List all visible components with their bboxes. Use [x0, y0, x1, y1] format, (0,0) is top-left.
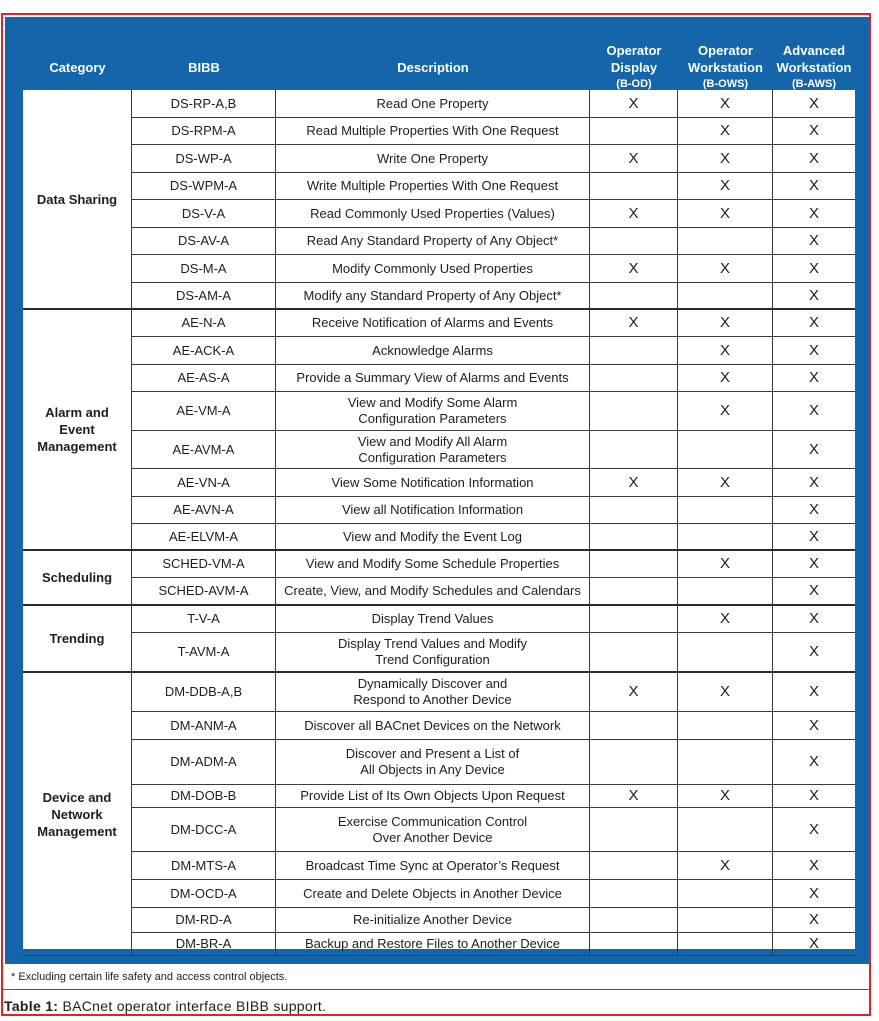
support-aws-cell: X	[773, 740, 855, 785]
support-od-cell	[590, 933, 678, 956]
support-ows-cell	[678, 633, 773, 673]
description-line: Write One Property	[376, 150, 489, 166]
description-line: Modify any Standard Property of Any Object*	[303, 287, 562, 303]
support-ows-cell	[678, 933, 773, 956]
description-cell	[276, 712, 590, 740]
category-cell	[23, 606, 132, 673]
description-cell	[276, 785, 590, 808]
bibb-cell: DS-M-A	[132, 255, 276, 283]
description-cell	[276, 392, 590, 431]
description-cell	[276, 578, 590, 606]
bibb-cell: SCHED-VM-A	[132, 551, 276, 578]
description-line: Trend Configuration	[375, 652, 490, 667]
support-od-cell: X	[590, 90, 678, 118]
support-aws-cell: X	[773, 145, 855, 173]
category-label-line: Scheduling	[41, 570, 113, 585]
category-label-line: Network	[51, 806, 103, 822]
description-line: View and Modify Some Alarm	[347, 395, 518, 410]
support-aws-cell: X	[773, 633, 855, 673]
bibb-cell: SCHED-AVM-A	[132, 578, 276, 606]
support-od-cell	[590, 808, 678, 852]
support-ows-cell	[678, 880, 773, 908]
support-ows-cell	[678, 578, 773, 606]
description-line: Display Trend Values	[371, 611, 494, 626]
support-aws-cell: X	[773, 90, 855, 118]
support-aws-cell: X	[773, 283, 855, 310]
support-od-cell	[590, 578, 678, 606]
header-b-aws-line1: Advanced	[782, 42, 846, 58]
support-ows-cell: X	[678, 551, 773, 578]
support-aws-cell: X	[773, 673, 855, 712]
description-line: Re-initialize Another Device	[353, 912, 512, 927]
category-cell	[23, 673, 132, 956]
bibb-cell: DS-WP-A	[132, 145, 276, 173]
bibb-cell: AE-ELVM-A	[132, 524, 276, 551]
support-ows-cell: X	[678, 310, 773, 337]
description-line: Create and Delete Objects in Another Device	[303, 885, 562, 901]
category-label-line: Management	[37, 439, 117, 454]
support-ows-cell: X	[678, 173, 773, 200]
bibb-cell: AE-AVM-A	[132, 431, 276, 469]
category-label-line: Alarm and	[45, 405, 109, 420]
support-aws-cell: X	[773, 310, 855, 337]
table-caption	[4, 998, 326, 1014]
description-line: Read Any Standard Property of Any Object*	[306, 233, 559, 248]
support-od-cell: X	[590, 310, 678, 337]
bibb-cell: DM-OCD-A	[132, 880, 276, 908]
bibb-cell: AE-AVN-A	[132, 497, 276, 524]
header-b-ows-line3: (B-OWS)	[702, 77, 749, 90]
description-cell	[276, 283, 590, 310]
description-line: Modify Commonly Used Properties	[332, 260, 533, 276]
bibb-cell: DM-DOB-B	[132, 785, 276, 808]
support-aws-cell: X	[773, 497, 855, 524]
bibb-cell: DM-BR-A	[132, 933, 276, 956]
support-od-cell	[590, 606, 678, 633]
support-aws-cell: X	[773, 606, 855, 633]
category-label-line: Event	[59, 422, 95, 437]
support-od-cell: X	[590, 469, 678, 497]
description-cell	[276, 228, 590, 255]
description-cell	[276, 633, 590, 673]
description-cell	[276, 606, 590, 633]
support-od-cell	[590, 852, 678, 880]
support-aws-cell: X	[773, 785, 855, 808]
support-od-cell	[590, 392, 678, 431]
description-cell	[276, 310, 590, 337]
description-line: Read One Property	[376, 95, 489, 111]
bibb-cell: T-AVM-A	[132, 633, 276, 673]
bibb-cell: DS-V-A	[132, 200, 276, 228]
support-ows-cell	[678, 497, 773, 524]
description-cell	[276, 880, 590, 908]
description-cell	[276, 431, 590, 469]
description-line: All Objects in Any Device	[360, 762, 505, 777]
bibb-cell: DM-ADM-A	[132, 740, 276, 785]
support-ows-cell: X	[678, 118, 773, 145]
bibb-cell: DM-RD-A	[132, 908, 276, 933]
description-cell	[276, 673, 590, 712]
bibb-cell: DM-ANM-A	[132, 712, 276, 740]
bibb-cell: AE-ACK-A	[132, 337, 276, 365]
support-ows-cell	[678, 283, 773, 310]
bibb-cell: DS-AM-A	[132, 283, 276, 310]
support-aws-cell: X	[773, 908, 855, 933]
support-ows-cell	[678, 431, 773, 469]
support-od-cell	[590, 633, 678, 673]
description-cell	[276, 145, 590, 173]
support-aws-cell: X	[773, 337, 855, 365]
support-od-cell: X	[590, 255, 678, 283]
bibb-cell: DM-DCC-A	[132, 808, 276, 852]
support-od-cell	[590, 740, 678, 785]
footnote-divider	[3, 989, 869, 990]
support-ows-cell: X	[678, 469, 773, 497]
support-ows-cell	[678, 524, 773, 551]
description-cell	[276, 808, 590, 852]
description-cell	[276, 118, 590, 145]
bibb-cell: DS-AV-A	[132, 228, 276, 255]
support-ows-cell: X	[678, 673, 773, 712]
support-aws-cell: X	[773, 431, 855, 469]
support-od-cell	[590, 712, 678, 740]
description-line: Backup and Restore Files to Another Device	[304, 936, 561, 951]
category-label-line: Management	[37, 823, 117, 839]
support-ows-cell: X	[678, 392, 773, 431]
support-aws-cell: X	[773, 578, 855, 606]
support-ows-cell: X	[678, 606, 773, 633]
support-od-cell: X	[590, 145, 678, 173]
support-od-cell	[590, 880, 678, 908]
support-ows-cell	[678, 712, 773, 740]
support-aws-cell: X	[773, 551, 855, 578]
support-aws-cell: X	[773, 173, 855, 200]
category-label-line: Trending	[49, 631, 105, 646]
bibb-cell: AE-N-A	[132, 310, 276, 337]
description-cell	[276, 469, 590, 497]
description-line: Receive Notification of Alarms and Events	[311, 315, 554, 330]
description-cell	[276, 740, 590, 785]
support-aws-cell: X	[773, 880, 855, 908]
support-aws-cell: X	[773, 255, 855, 283]
support-od-cell	[590, 497, 678, 524]
header-b-od-line2: Display	[610, 59, 658, 75]
description-cell	[276, 365, 590, 392]
description-line: Configuration Parameters	[358, 411, 507, 426]
description-cell	[276, 908, 590, 933]
support-ows-cell: X	[678, 90, 773, 118]
support-ows-cell: X	[678, 145, 773, 173]
description-cell	[276, 524, 590, 551]
support-aws-cell: X	[773, 200, 855, 228]
header-b-aws-line2: Workstation	[776, 59, 852, 75]
support-ows-cell	[678, 808, 773, 852]
support-ows-cell: X	[678, 200, 773, 228]
description-line: Provide a Summary View of Alarms and Events	[296, 370, 569, 385]
category-label-line: Data Sharing	[36, 191, 118, 207]
description-line: Read Commonly Used Properties (Values)	[310, 205, 555, 221]
bibb-cell: AE-VM-A	[132, 392, 276, 431]
description-cell	[276, 551, 590, 578]
bibb-table-body	[23, 90, 855, 952]
description-line: Display Trend Values and Modify	[337, 636, 528, 651]
category-cell	[23, 310, 132, 551]
description-line: Provide List of Its Own Objects Upon Request	[300, 788, 565, 803]
description-line: View and Modify All Alarm	[357, 433, 508, 449]
bibb-cell: DS-RP-A,B	[132, 90, 276, 118]
support-aws-cell: X	[773, 365, 855, 392]
caption-text: BACnet operator interface BIBB support.	[62, 998, 327, 1014]
description-line: Acknowledge Alarms	[372, 342, 493, 358]
support-od-cell: X	[590, 673, 678, 712]
bibb-cell: AE-AS-A	[132, 365, 276, 392]
description-line: Over Another Device	[372, 829, 493, 845]
support-aws-cell: X	[773, 392, 855, 431]
support-od-cell: X	[590, 785, 678, 808]
header-b-od-line1: Operator	[606, 42, 662, 58]
description-line: Configuration Parameters	[358, 449, 507, 465]
bibb-cell: DM-DDB-A,B	[132, 673, 276, 712]
support-ows-cell: X	[678, 785, 773, 808]
description-cell	[276, 90, 590, 118]
header-b-ows-line2: Workstation	[688, 59, 763, 75]
support-ows-cell	[678, 908, 773, 933]
description-line: Broadcast Time Sync at Operator’s Request	[305, 857, 560, 873]
support-od-cell	[590, 337, 678, 365]
support-aws-cell: X	[773, 933, 855, 956]
category-label-line: Device and	[42, 789, 112, 805]
header-b-ows-line1: Operator	[698, 42, 753, 58]
support-ows-cell: X	[678, 365, 773, 392]
support-ows-cell	[678, 740, 773, 785]
support-ows-cell: X	[678, 255, 773, 283]
description-cell	[276, 200, 590, 228]
support-od-cell	[590, 365, 678, 392]
bibb-cell: DS-RPM-A	[132, 118, 276, 145]
bibb-cell: AE-VN-A	[132, 469, 276, 497]
description-cell	[276, 933, 590, 956]
bibb-cell: DS-WPM-A	[132, 173, 276, 200]
description-line: View Some Notification Information	[331, 474, 534, 490]
description-line: Dynamically Discover and	[357, 676, 508, 691]
description-cell	[276, 497, 590, 524]
description-line: Write Multiple Properties With One Request	[306, 178, 559, 193]
description-line: Exercise Communication Control	[337, 813, 528, 829]
description-cell	[276, 173, 590, 200]
description-line: View all Notification Information	[341, 502, 524, 517]
support-aws-cell: X	[773, 524, 855, 551]
table-frame	[1, 13, 871, 1016]
support-aws-cell: X	[773, 712, 855, 740]
support-od-cell	[590, 173, 678, 200]
description-line: View and Modify Some Schedule Properties	[305, 556, 560, 571]
description-cell	[276, 337, 590, 365]
support-od-cell	[590, 283, 678, 310]
support-ows-cell: X	[678, 852, 773, 880]
support-ows-cell: X	[678, 337, 773, 365]
support-aws-cell: X	[773, 469, 855, 497]
support-aws-cell: X	[773, 228, 855, 255]
category-cell	[23, 551, 132, 606]
support-aws-cell: X	[773, 852, 855, 880]
description-line: Read Multiple Properties With One Request	[306, 123, 559, 138]
support-od-cell	[590, 908, 678, 933]
support-od-cell	[590, 524, 678, 551]
category-cell	[23, 90, 132, 310]
support-aws-cell: X	[773, 118, 855, 145]
support-od-cell: X	[590, 200, 678, 228]
support-od-cell	[590, 228, 678, 255]
header-b-aws-line3: (B-AWS)	[792, 77, 836, 90]
support-aws-cell: X	[773, 808, 855, 852]
description-cell	[276, 852, 590, 880]
header-category: Category	[49, 59, 106, 75]
caption-label: Table 1:	[4, 998, 59, 1014]
description-cell	[276, 255, 590, 283]
table-header-panel	[5, 17, 869, 964]
description-line: Discover all BACnet Devices on the Network	[304, 717, 561, 733]
description-line: Create, View, and Modify Schedules and Calendars	[284, 583, 581, 598]
header-description: Description	[397, 59, 469, 75]
header-bibb: BIBB	[188, 59, 220, 75]
description-line: Respond to Another Device	[353, 692, 512, 707]
support-od-cell	[590, 431, 678, 469]
bibb-cell: T-V-A	[132, 606, 276, 633]
support-od-cell	[590, 118, 678, 145]
table-footnote: * Excluding certain life safety and access control objects.	[11, 971, 288, 983]
description-line: View and Modify the Event Log	[343, 528, 522, 544]
support-od-cell	[590, 551, 678, 578]
description-line: Discover and Present a List of	[345, 746, 520, 761]
support-ows-cell	[678, 228, 773, 255]
header-b-od-line3: (B-OD)	[616, 77, 652, 90]
bibb-cell: DM-MTS-A	[132, 852, 276, 880]
